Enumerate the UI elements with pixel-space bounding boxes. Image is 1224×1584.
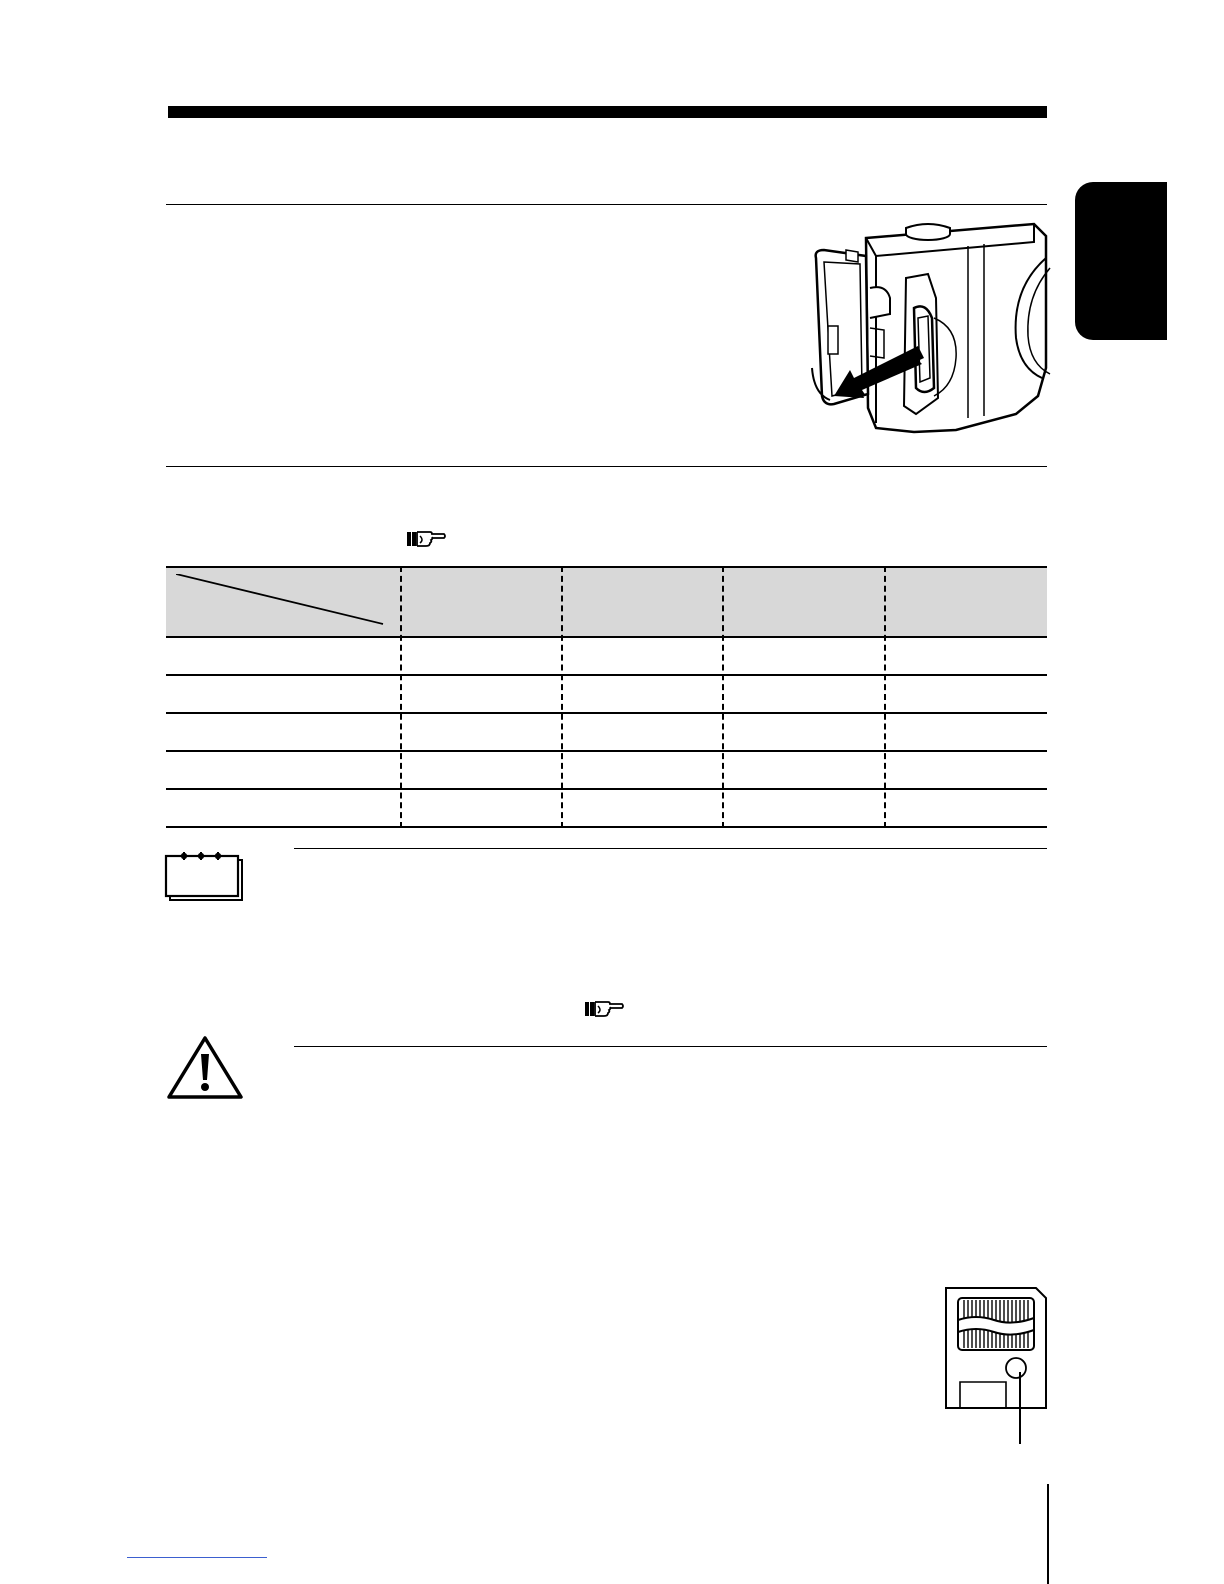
header-diagonal-line bbox=[176, 574, 386, 630]
page-edge-line bbox=[1047, 1484, 1049, 1584]
table-row bbox=[166, 790, 1047, 828]
footer-link-underline bbox=[127, 1557, 267, 1558]
column-separator bbox=[561, 566, 563, 828]
section-divider-top bbox=[166, 204, 1047, 205]
pointing-hand-icon bbox=[406, 528, 446, 552]
table-row bbox=[166, 676, 1047, 714]
table-row bbox=[166, 638, 1047, 676]
note-divider bbox=[294, 848, 1047, 849]
camera-card-removal-illustration bbox=[806, 218, 1052, 438]
caution-divider bbox=[294, 1046, 1047, 1047]
pointing-hand-icon bbox=[584, 998, 624, 1022]
notepad-icon bbox=[164, 850, 246, 902]
chapter-tab bbox=[1075, 182, 1167, 340]
table-row bbox=[166, 714, 1047, 752]
column-separator bbox=[400, 566, 402, 828]
table-row bbox=[166, 752, 1047, 790]
header-bar bbox=[168, 106, 1047, 118]
section-divider-middle bbox=[166, 466, 1047, 467]
column-separator bbox=[884, 566, 886, 828]
warning-triangle-icon bbox=[166, 1034, 244, 1100]
table-header-row bbox=[166, 566, 1047, 638]
column-separator bbox=[722, 566, 724, 828]
smartmedia-card-illustration bbox=[942, 1286, 1052, 1446]
